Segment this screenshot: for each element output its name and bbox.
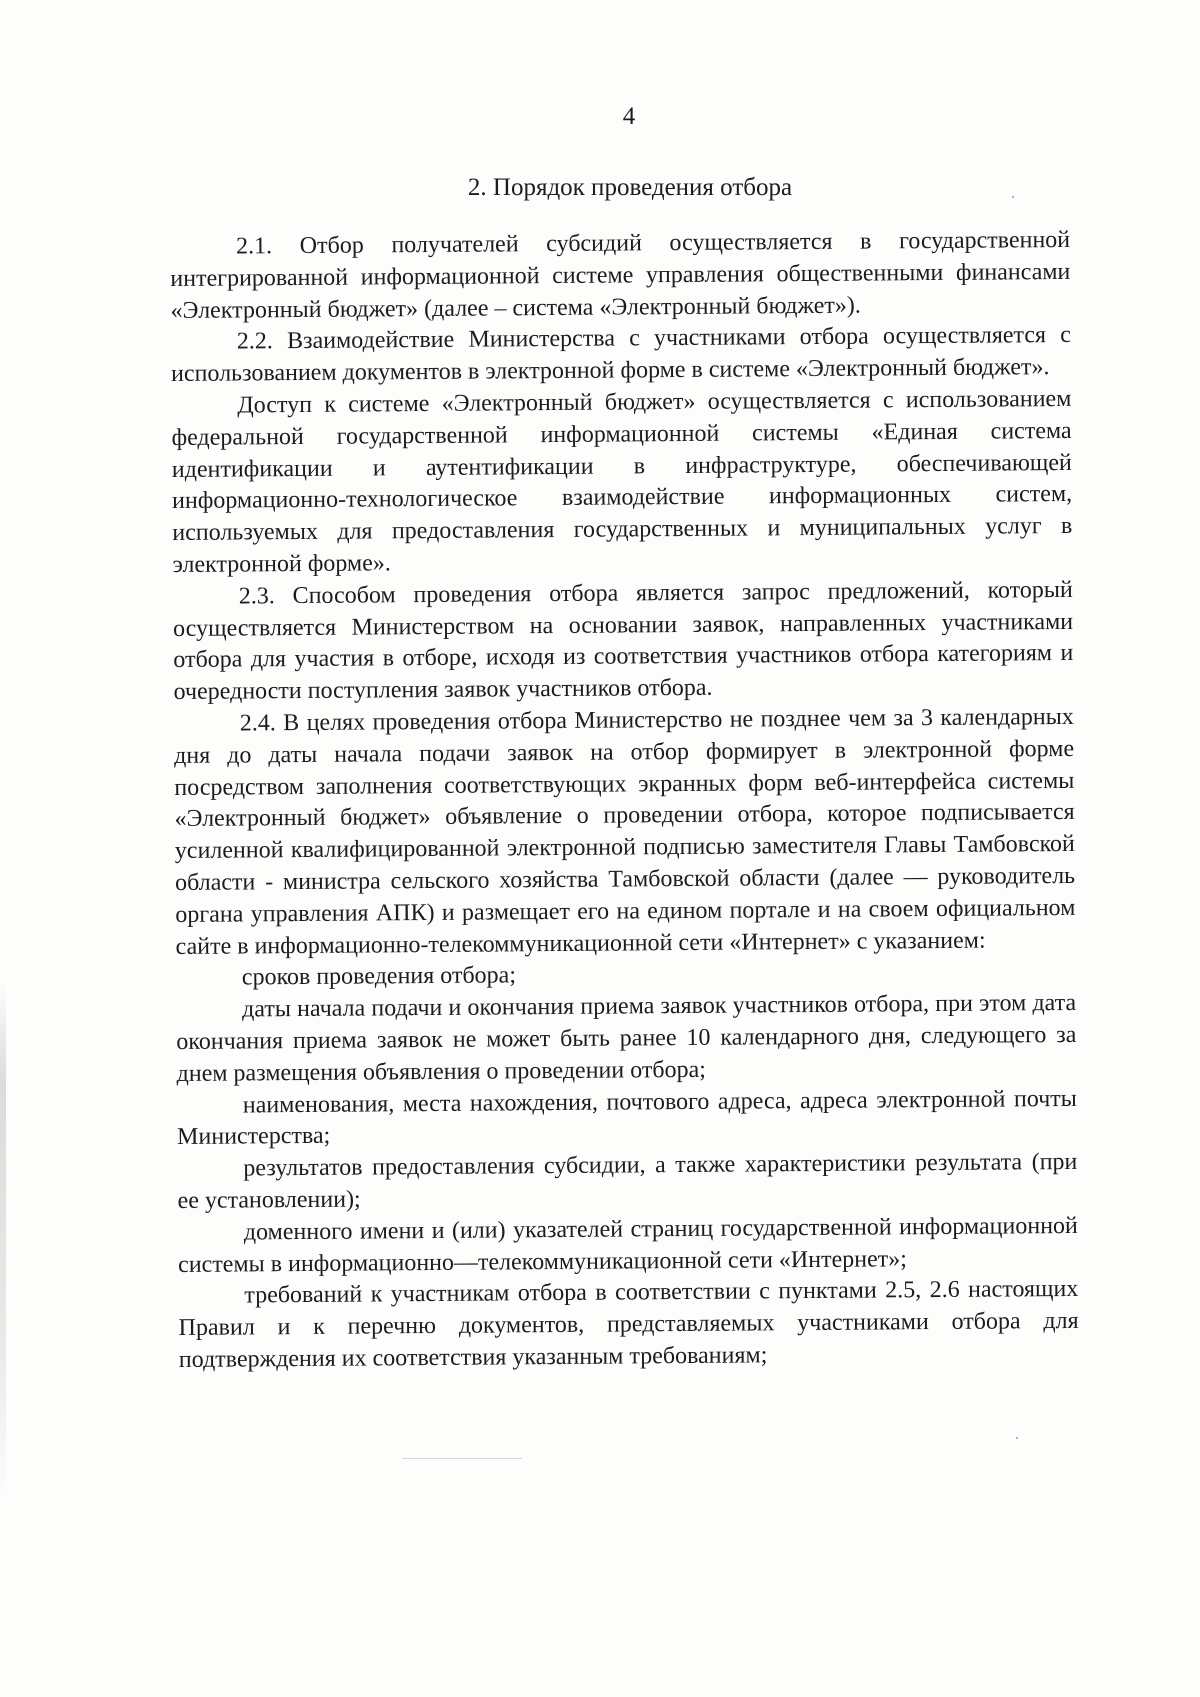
document-body	[170, 225, 1079, 1377]
list-item-results: результатов предоставления субсидии, а также характеристики результата (при ее установлении);	[177, 1149, 1078, 1214]
list-item-dates: даты начала подачи и окончания приема заявок участников отбора, при этом дата окончания приема заявок не может быть ранее 10 календарного дня, следующего за днем размещения объявления о проведении отбора;	[176, 990, 1077, 1087]
paragraph-2-1: 2.1. Отбор получателей субсидий осуществляется в государственной интегрированной информационной системе управления общественными финансами «Электронный бюджет» (далее – система «Электронный бюджет»).	[170, 226, 1071, 324]
list-item-ministry-contacts: наименования, места нахождения, почтового адреса, адреса электронной почты Министерства;	[177, 1085, 1077, 1151]
paragraph-2-3: 2.3. Способом проведения отбора является запрос предложений, который осуществляется Министерством на основании заявок, направленных участниками отбора для участия в отборе, исходя из соответствия участников отбора категориям и очередности поступления заявок участников отбора.	[173, 576, 1074, 706]
paragraph-2-2: 2.2. Взаимодействие Министерства с участниками отбора осуществляется с использованием документов в электронной форме в системе «Электронный бюджет».	[171, 322, 1071, 388]
list-item-requirements: требований к участникам отбора в соответствии с пунктами 2.5, 2.6 настоящих Правил и к перечню документов, представляемых участниками отбора для подтверждения их соответствия указанным требованиям;	[178, 1276, 1079, 1373]
section-title: 2. Порядок проведения отбора	[467, 174, 793, 201]
list-item-domain-name: доменного имени и (или) указателей страниц государственной информационной системы в информационно—телекоммуникационной сети «Интернет»;	[178, 1212, 1078, 1278]
scan-speck	[402, 1458, 522, 1459]
paragraph-2-4: 2.4. В целях проведения отбора Министерство не позднее чем за 3 календарных дня до даты начала подачи заявок на отбор формирует в электронной форме посредством заполнения соответствующих экранных форм веб-интерфейса системы «Электронный бюджет» объявление о проведении отбора, которое подписывается усиленной квалифицированной электронной подписью заместителя Главы Тамбовской области - министра сельского хозяйства Тамбовской области (далее — руководитель органа управления АПК) и размещает его на едином портале и на своем официальном сайте в информационно-телекоммуникационной сети «Интернет» с указанием:	[174, 703, 1076, 960]
scan-speck	[1016, 1437, 1018, 1439]
list-item-deadlines: сроков проведения отбора;	[241, 962, 517, 991]
paragraph-access: Доступ к системе «Электронный бюджет» осуществляется с использованием федеральной государственной информационной системы «Единая система идентификации и аутентификации в инфраструктуре, обеспечивающей информационно-технологическое взаимодействие информационных систем, используемых для предоставления государственных и муниципальных услуг в электронной форме».	[171, 385, 1073, 578]
scan-edge-shadow	[0, 980, 6, 1500]
page-number: 4	[622, 103, 636, 130]
